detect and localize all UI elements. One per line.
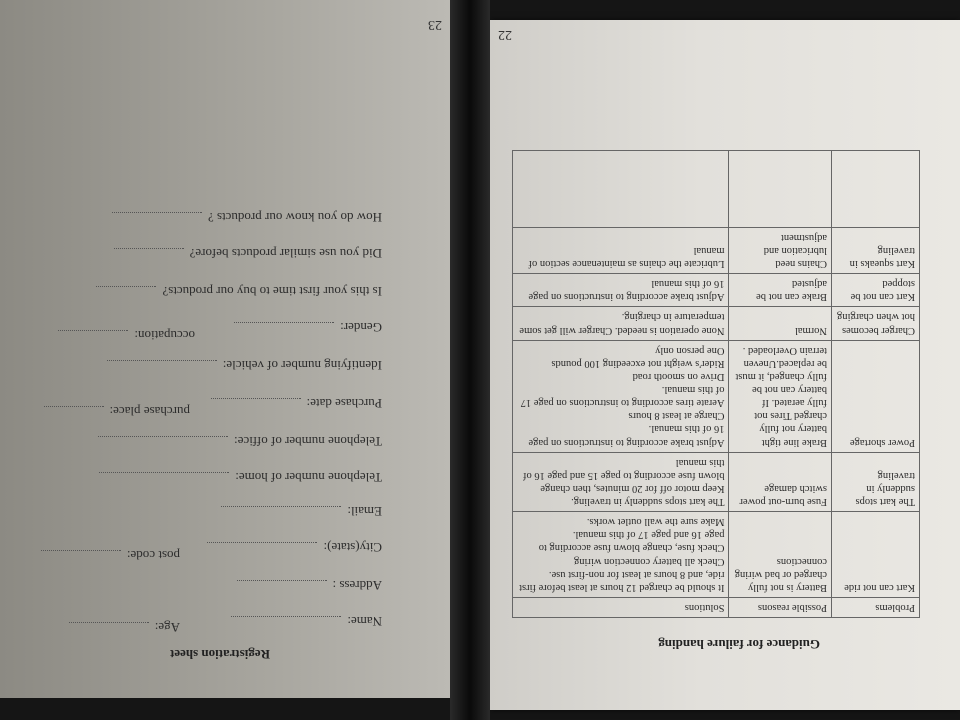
address-label: Address : bbox=[332, 578, 382, 593]
purchase-date-field bbox=[205, 395, 382, 411]
similar-field bbox=[108, 245, 382, 261]
age-line bbox=[69, 622, 149, 624]
telephone-office-label: Telephone number of office: bbox=[234, 434, 382, 449]
occupation-field bbox=[52, 327, 195, 343]
address-field bbox=[231, 577, 382, 593]
problem-cell bbox=[831, 150, 919, 227]
solutions-cell bbox=[513, 227, 729, 273]
age-label: Age: bbox=[154, 620, 180, 635]
gender-line bbox=[234, 322, 334, 324]
reason-cell: Brake line tight battery not fully charged Tires not fully aerated. If battery can not be fully changed, it must be replaced.Uneven terrain Overloaded . bbox=[729, 340, 832, 452]
problem-cell: Charger becomes hot when charging bbox=[831, 307, 919, 340]
table-row bbox=[513, 340, 920, 452]
problem-cell: Kart can not ride bbox=[831, 512, 919, 598]
purchase-place-label: purchase place: bbox=[109, 404, 190, 419]
solutions-cell bbox=[513, 274, 729, 307]
failure-table bbox=[512, 150, 920, 618]
solution-text: It should be charged 12 hours at least before first ride, and 8 hours at least for non-first use. bbox=[519, 568, 725, 593]
name-line bbox=[231, 616, 341, 618]
page-title: Guidance for failure handing bbox=[658, 637, 820, 652]
page-number: 23 bbox=[428, 17, 442, 32]
reason-cell: Normal bbox=[729, 307, 832, 340]
solution-text: Make sure the wall outlet works. bbox=[586, 516, 725, 528]
header-solutions: Solutions bbox=[513, 597, 729, 617]
solution-text: Rider's weight not exceeding 100 pounds bbox=[551, 357, 725, 369]
occupation-line bbox=[58, 330, 128, 332]
table-row bbox=[513, 274, 920, 307]
how-know-field bbox=[106, 209, 382, 225]
header-problems: Problems bbox=[831, 597, 919, 617]
solution-text: Lubricate the chains as maintenance section of manual bbox=[528, 245, 725, 270]
solution-text: Drive on smooth road bbox=[632, 371, 725, 382]
reason-cell bbox=[729, 150, 832, 227]
city-field bbox=[202, 539, 383, 555]
solutions-cell bbox=[513, 307, 729, 340]
page-23 bbox=[0, 0, 450, 698]
first-time-line bbox=[96, 286, 156, 288]
table-row bbox=[513, 452, 920, 512]
table-row bbox=[513, 307, 920, 340]
problem-cell: The kart stops suddenly in traveling bbox=[831, 452, 919, 512]
table-row bbox=[513, 227, 920, 273]
gender-field bbox=[228, 319, 382, 335]
table-row bbox=[513, 150, 920, 227]
telephone-home-label: Telephone number of home: bbox=[235, 470, 382, 485]
registration-title: Registration sheet bbox=[169, 647, 270, 662]
email-line bbox=[221, 506, 341, 508]
city-label: City(state): bbox=[323, 540, 382, 555]
book-gutter bbox=[450, 0, 490, 720]
solution-text: Adjust brake according to instructions on page 16 of this manual. bbox=[528, 423, 725, 448]
purchase-place-line bbox=[44, 406, 104, 408]
occupation-label: occupation: bbox=[134, 328, 195, 343]
age-field bbox=[63, 619, 180, 635]
reason-cell: Brake can not be adjusted bbox=[729, 274, 832, 307]
purchase-date-line bbox=[211, 398, 301, 400]
telephone-home-line bbox=[99, 472, 229, 474]
page-22 bbox=[490, 20, 960, 710]
solution-text: None operation is needed. Charger will get some temperature in charging. bbox=[519, 311, 725, 336]
telephone-home-field bbox=[93, 469, 382, 485]
telephone-office-field bbox=[92, 433, 382, 449]
table-row bbox=[513, 512, 920, 598]
problem-cell: Kart can not be stopped bbox=[831, 274, 919, 307]
solution-text: The kart stops suddenly in traveling. bbox=[571, 496, 725, 508]
solution-text: Check all battery connection wiring bbox=[574, 555, 725, 567]
email-field bbox=[215, 503, 382, 519]
header-possible-reasons: Possible reasons bbox=[729, 597, 832, 617]
solution-text: Aerate tires according to instructions on page 17 of this manual. bbox=[520, 384, 725, 409]
problem-cell: Kart squeaks in traveling bbox=[831, 227, 919, 273]
similar-line bbox=[114, 248, 184, 250]
post-code-field bbox=[35, 547, 180, 563]
solution-text: Charge at least 8 hours bbox=[628, 410, 725, 422]
name-field bbox=[225, 613, 382, 629]
solution-text: Keep motor off for 20 minutes, then change blown fuse according to page 15 and page 16 of this manual bbox=[522, 456, 725, 494]
email-label: Email: bbox=[347, 504, 382, 519]
table-header-row bbox=[513, 597, 920, 617]
post-code-label: post code: bbox=[126, 548, 180, 563]
telephone-office-line bbox=[98, 436, 228, 438]
city-line bbox=[208, 542, 318, 544]
reason-cell: Chains need lubrication and adjustment bbox=[729, 227, 832, 273]
vehicle-id-label: Identifying number of vehicle: bbox=[222, 358, 382, 373]
how-know-line bbox=[112, 212, 202, 214]
page-number: 22 bbox=[498, 27, 512, 42]
solutions-cell bbox=[513, 150, 729, 227]
similar-label: Did you use similar products before? bbox=[189, 246, 382, 261]
solution-text: Adjust brake according to instructions on page 16 of this manual bbox=[528, 278, 725, 303]
address-line bbox=[237, 580, 327, 582]
solution-text: Check fuse, change blown fuse according to page 16 and page 17 of this manual. bbox=[538, 529, 725, 554]
problem-cell: Power shortage bbox=[831, 340, 919, 452]
solutions-cell bbox=[513, 452, 729, 512]
gender-label: Gender: bbox=[340, 320, 382, 335]
solutions-cell bbox=[513, 512, 729, 598]
solution-text: One person only bbox=[655, 344, 725, 356]
how-know-label: How do you know our products ? bbox=[207, 210, 382, 225]
vehicle-id-field bbox=[101, 357, 382, 373]
post-code-line bbox=[41, 550, 121, 552]
name-label: Name: bbox=[347, 614, 382, 629]
first-time-field bbox=[90, 283, 382, 299]
table-body bbox=[513, 150, 920, 597]
reason-cell: Battery is not fully charged or bad wiring connections bbox=[729, 512, 832, 598]
purchase-date-label: Purchase date: bbox=[306, 396, 382, 411]
solutions-cell bbox=[513, 340, 729, 452]
reason-cell: Fuse burn-out power switch damage bbox=[729, 452, 832, 512]
first-time-label: Is this your first time to buy our products? bbox=[162, 284, 382, 299]
purchase-place-field bbox=[38, 403, 190, 419]
vehicle-id-line bbox=[107, 360, 217, 362]
